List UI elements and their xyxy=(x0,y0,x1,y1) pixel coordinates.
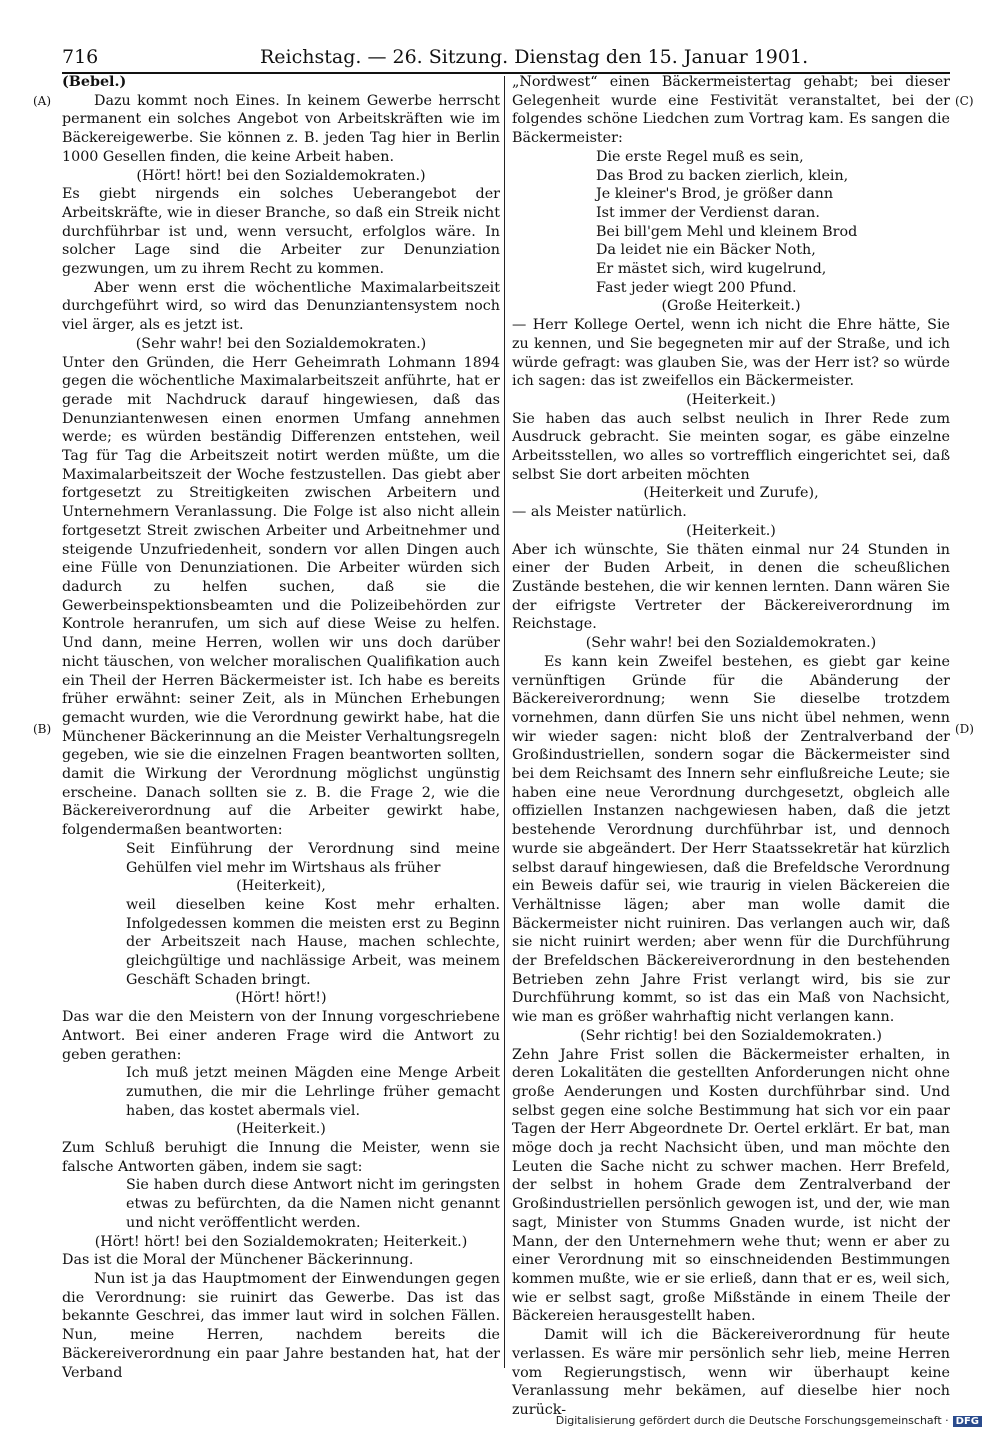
paragraph: Es kann kein Zweifel bestehen, es giebt gar keine vernünftigen Gründe für die Abänderung der Bäckereiverordnung; wenn Sie dieselbe trotzdem vornehmen, dann dürfen Sie uns nicht übel nehmen, wenn wir wieder sagen: nicht bloß der Zentralverband der Großindustriellen, sondern sogar die Bäckermeister sind bei dem Reichsamt des Innern sehr einflußreiche Leute; sie haben eine neue Verordnung durchgesetzt, obgleich alle offiziellen Instanzen nachgewiesen haben, daß die jetzt bestehende Verordnung durchführbar ist, und dennoch wurde sie abgeändert. Der Herr Staatssekretär hat kürzlich selbst darauf hingewiesen, daß die Brefeldsche Verordnung ein Beweis dafür sei, wie traurig in vielen Bäckereien die Verhältnisse lägen; aber man wolle damit die Bäckermeister nicht ruiniren. Das verlangen auch wir, daß sie nicht ruinirt werden; aber wenn für die Durchführung der Brefeldschen Bäckereiverordnung in den bestehenden Betrieben zehn Jahre Frist verlangt wird, bis sie zur Durchführung kommt, so ist das ein Maß von Nachsicht, wie man es größer wahrhaftig nicht verlangen kann. xyxy=(512,653,950,1026)
interjection: (Sehr wahr! bei den Sozialdemokraten.) xyxy=(135,335,427,352)
paragraph: Unter den Gründen, die Herr Geheimrath Lohmann 1894 gegen die wöchentliche Maximalarbeitszeit anführte, hat er gerade mit Nachdruck darauf hingewiesen, daß das Denunziantenwesen einen enormen Umfang annehmen werde; es würden beständig Differenzen entstehen, weil Tag für Tag die Arbeitszeit notirt werden müßte, um die Maximalarbeitszeit der Woche festzustellen. Das giebt aber fortgesetzt zu Streitigkeiten zwischen Arbeitern und Unternehmern Veranlassung. Die Folge ist also nicht allein fortgesetzt Streit zwischen Arbeiter und Arbeitnehmer und steigende Unzufriedenheit, sondern vor allen Dingen auch eine Fülle von Denunziationen. Die Arbeiter würden sich dadurch zu helfen suchen, daß sie die Gewerbeinspektionsbeamten und die Polizeibehörden zur Kontrole heranrufen, um sich auf diese Weise zu helfen. Und dann, meine Herren, wollen wir uns doch darüber nicht täuschen, von welcher moralischen Qualifikation auch ein Theil der Herren Bäckermeister ist. Ich habe es bereits früher erwähnt: seiner Zeit, als in München Erhebungen gemacht wurden, wie die Verordnung gewirkt habe, hat die Münchener Bäckerinnung an die Meister Verhaltungsregeln gegeben, wie sie die einzelnen Fragen beantworten sollten, damit die Wirkung der Verordnung möglichst ungünstig erscheine. Danach sollten sie z. B. die Frage 2, wie die Bäckereiverordnung auf die Arbeiter gewirkt habe, folgendermaßen beantworten: xyxy=(62,354,500,839)
interjection: (Heiterkeit und Zurufe), xyxy=(643,485,819,502)
right-column xyxy=(512,73,950,1420)
interjection: (Heiterkeit.) xyxy=(236,1121,326,1138)
paragraph: Zum Schluß beruhigt die Innung die Meister, wenn sie falsche Antworten gäben, indem sie sagt: xyxy=(62,1140,500,1175)
interjection: (Hört! hört! bei den Sozialdemokraten.) xyxy=(136,167,426,184)
footer xyxy=(556,1414,982,1427)
interjection: (Große Heiterkeit.) xyxy=(661,298,801,315)
paragraph: Aber wenn erst die wöchentliche Maximalarbeitszeit durchgeführt wird, so wird das Denunziantensystem noch viel ärger, als es jetzt ist. xyxy=(62,279,500,334)
paragraph: Das war die den Meistern von der Innung vorgeschriebene Antwort. Bei einer anderen Frage wird die Antwort zu geben gerathen: xyxy=(62,1009,500,1063)
quoted-text: Seit Einführung der Verordnung sind meine Gehülfen viel mehr im Wirtshaus als früher xyxy=(126,840,500,876)
quoted-text: Fast jeder wiegt 200 Pfund. xyxy=(596,279,797,296)
paragraph: „Nordwest“ einen Bäckermeistertag gehabt; bei dieser Gelegenheit wurde eine Festivität veranstaltet, bei der folgendes schöne Liedchen zum Vortrag kam. Es sangen die Bäckermeister: xyxy=(512,74,950,147)
paragraph: Zehn Jahre Frist sollen die Bäckermeister erhalten, in deren Lokalitäten die gestellten Anforderungen nicht ohne große Aenderungen und Kosten durchführbar sind. Und selbst gegen eine solche Bestimmung hat sich vor ein paar Tagen der Herr Abgeordnete Dr. Oertel erklärt. Er bat, man möge doch ja recht Nachsicht üben, und man möchte den Leuten die Sache nicht zu schwer machen. Herr Brefeld, der selbst in hohem Grade dem Zentralverband der Großindustriellen persönlich gewogen ist, und der, wie man sagt, Minister von Stumms Gnaden wurde, ist nicht der Mann, der den Unternehmern wehe thut; wenn er aber zu einer Verordnung mit so einschneidenden Bestimmungen kommen mußte, wie er sie erließ, dann that er es, weil sich, wie er selbst sagt, große Mißstände in einem Theile der Bäckereien herausgestellt haben. xyxy=(512,1046,950,1325)
paragraph: — als Meister natürlich. xyxy=(512,504,687,521)
page-header xyxy=(62,42,950,74)
column-divider xyxy=(504,76,505,1368)
running-title: Reichstag. — 26. Sitzung. Dienstag den 15. Januar 1901. xyxy=(260,46,809,68)
quoted-text: Je kleiner's Brod, je größer dann xyxy=(596,186,834,203)
footer-text: Digitalisierung gefördert durch die Deutsche Forschungsgemeinschaft · xyxy=(555,1414,949,1427)
dfg-logo: DFG xyxy=(953,1416,982,1427)
quoted-text: weil dieselben keine Kost mehr erhalten. Infolgedessen kommen die meisten erst zu Beginn der Arbeitszeit nach Hause, machen schlechte, gleichgültige und nachlässige Arbeit, was meinem Geschäft Schaden bringt. xyxy=(126,896,500,988)
interjection: (Sehr richtig! bei den Sozialdemokraten.) xyxy=(580,1027,882,1044)
margin-marker-d: (D) xyxy=(955,722,974,736)
margin-marker-c: (C) xyxy=(955,94,974,108)
interjection: (Hört! hört!) xyxy=(235,990,327,1007)
quoted-text: Das Brod zu backen zierlich, klein, xyxy=(596,167,849,184)
paragraph: Damit will ich die Bäckereiverordnung für heute verlassen. Es wäre mir persönlich sehr lieb, meine Herren vom Regierungstisch, wenn wir überhaupt keine Veranlassung mehr bekämen, auf dieselbe hier noch zurück- xyxy=(512,1327,950,1418)
quoted-text: Sie haben durch diese Antwort nicht im geringsten etwas zu befürchten, da die Namen nicht genannt und nicht veröffentlicht werden. xyxy=(126,1177,500,1231)
quoted-text: Da leidet nie ein Bäcker Noth, xyxy=(596,242,816,259)
margin-marker-b: (B) xyxy=(33,722,52,736)
quoted-text: Bei bill'gem Mehl und kleinem Brod xyxy=(596,223,858,240)
margin-marker-a: (A) xyxy=(33,94,52,108)
paragraph: Nun ist ja das Hauptmoment der Einwendungen gegen die Verordnung: sie ruinirt das Gewerbe. Das ist das bekannte Geschrei, das immer laut wird in solchen Fällen. Nun, meine Herren, nachdem bereits die Bäckereiverordnung ein paar Jahre bestanden hat, hat der Verband xyxy=(62,1271,500,1381)
paragraph: Das ist die Moral der Münchener Bäckerinnung. xyxy=(62,1252,414,1269)
paragraph: Sie haben das auch selbst neulich in Ihrer Rede zum Ausdruck gebracht. Sie meinten sogar, es gäbe einzelne Arbeitsstellen, wo alles so vortrefflich eingerichtet sei, daß selbst Sie dort arbeiten möchten xyxy=(512,410,950,483)
speaker-name: (Bebel.) xyxy=(62,74,127,90)
interjection: (Heiterkeit.) xyxy=(686,391,776,408)
page-number: 716 xyxy=(62,46,99,68)
quoted-text: Die erste Regel muß es sein, xyxy=(596,148,804,165)
interjection: (Sehr wahr! bei den Sozialdemokraten.) xyxy=(585,635,877,652)
interjection: (Heiterkeit), xyxy=(236,878,326,895)
interjection: (Heiterkeit.) xyxy=(686,522,776,539)
paragraph: — Herr Kollege Oertel, wenn ich nicht die Ehre hätte, Sie zu kennen, und Sie begegneten mir auf der Straße, und ich würde gefragt: was glauben Sie, was der Herr ist? so würde ich sagen: das ist zweifellos ein Bäckermeister. xyxy=(512,317,950,390)
paragraph: Es giebt nirgends ein solches Ueberangebot der Arbeitskräfte, wie in dieser Branche, so daß ein Streik nicht durchführbar ist und, wenn versucht, erfolglos wäre. In solcher Lage sind die Arbeiter zur Denunziation gezwungen, um zu ihrem Recht zu kommen. xyxy=(62,186,500,278)
quoted-text: Ist immer der Verdienst daran. xyxy=(596,204,820,221)
paragraph: Dazu kommt noch Eines. In keinem Gewerbe herrscht permanent ein solches Angebot von Arbeitskräften wie im Bäckereigewerbe. Sie können z. B. jeden Tag hier in Berlin 1000 Gesellen finden, die keine Arbeit haben. xyxy=(62,92,500,165)
paragraph: Aber ich wünschte, Sie thäten einmal nur 24 Stunden in einer der Buden Arbeit, in denen die scheußlichen Zustände bestehen, die wir kennen lernten. Dann wären Sie der eifrigste Vertreter der Bäckereiverordnung im Reichstage. xyxy=(512,541,950,633)
quoted-text: Er mästet sich, wird kugelrund, xyxy=(596,261,827,278)
interjection: (Hört! hört! bei den Sozialdemokraten; Heiterkeit.) xyxy=(94,1233,468,1250)
left-column xyxy=(62,73,500,1382)
quoted-text: Ich muß jetzt meinen Mägden eine Menge Arbeit zumuthen, die mir die Lehrlinge früher gemacht haben, das kostet abermals viel. xyxy=(126,1065,500,1119)
